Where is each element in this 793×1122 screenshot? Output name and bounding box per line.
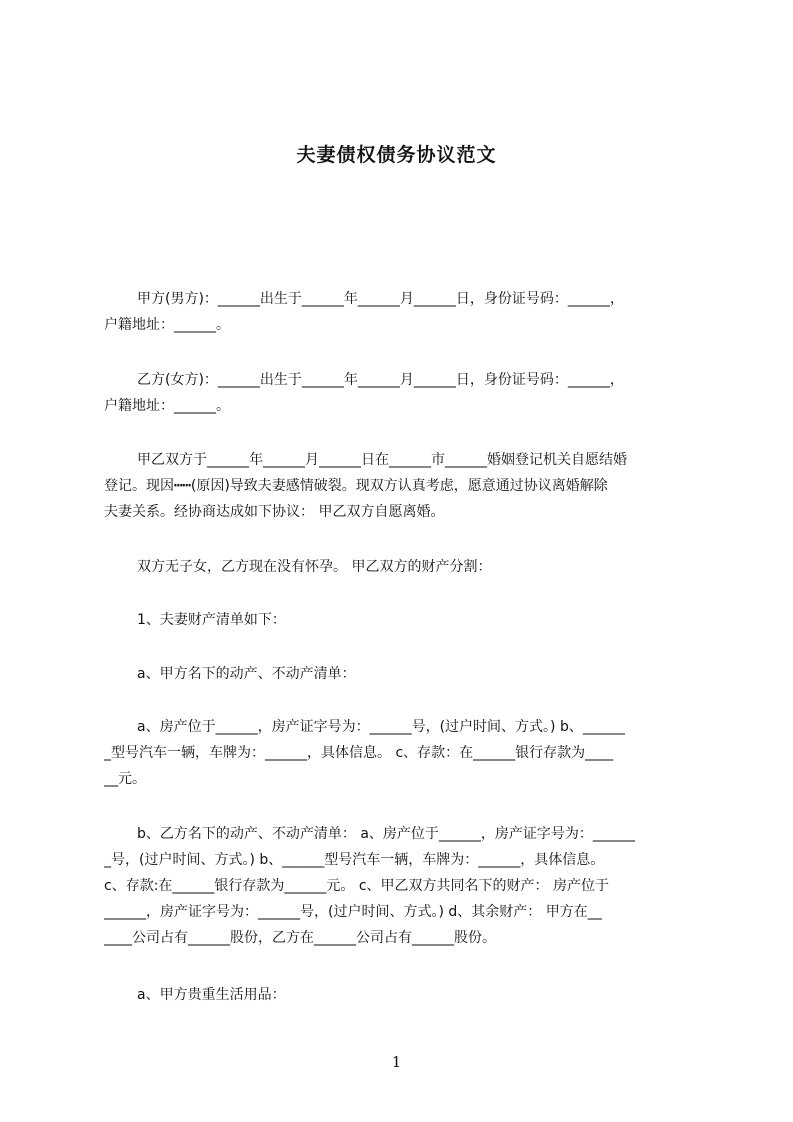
party-a-property-details	[104, 714, 698, 792]
party-b-property-details	[104, 821, 698, 951]
page-number: 1	[391, 1053, 402, 1071]
text-line: 户籍地址：______。	[104, 317, 230, 333]
text-line: ____公司占有______股份，乙方在______公司占有______股份。	[104, 930, 496, 946]
text-line: a、甲方贵重生活用品：	[137, 987, 286, 1003]
text-line: ______，房产证字号为：______号，(过户时间、方式。) d、其余财产： 甲方在__	[104, 904, 602, 920]
text-line: 1、夫妻财产清单如下：	[137, 612, 286, 628]
text-line: a、房产位于______，房产证字号为：______号，(过户时间、方式。) b、______	[137, 719, 625, 735]
text-line: 甲方(男方)：______出生于______年______月______日，身份证号码：______，	[137, 291, 624, 307]
text-line: 甲乙双方于______年______月______日在______市______婚姻登记机关自愿结婚	[137, 452, 627, 468]
party-a-valuables-heading	[104, 982, 698, 1008]
text-line: _号，(过户时间、方式。) b、______型号汽车一辆，车牌为：______，具体信息。	[104, 852, 605, 868]
text-line: 乙方(女方)：______出生于______年______月______日，身份证号码：______，	[137, 372, 624, 388]
text-line: 夫妻关系。经协商达成如下协议： 甲乙双方自愿离婚。	[104, 504, 445, 520]
text-line: c、存款:在______银行存款为______元。 c、甲乙双方共同名下的财产： 房产位于	[104, 878, 610, 894]
text-line: __元。	[104, 771, 146, 787]
text-line: a、甲方名下的动产、不动产清单：	[137, 666, 356, 682]
document-title: 夫妻债权债务协议范文	[296, 144, 497, 166]
children-paragraph	[104, 554, 698, 580]
text-line: 双方无子女，乙方现在没有怀孕。 甲乙双方的财产分割：	[137, 559, 492, 575]
text-line: _型号汽车一辆，车牌为：______，具体信息。 c、存款：在______银行存款为____	[104, 745, 614, 761]
party-b-paragraph	[104, 367, 698, 419]
party-a-paragraph	[104, 286, 698, 338]
text-line: 户籍地址：______。	[104, 398, 230, 414]
text-line: b、乙方名下的动产、不动产清单： a、房产位于______，房产证字号为：______	[137, 826, 635, 842]
party-a-property-heading	[104, 661, 698, 687]
marriage-paragraph	[104, 447, 698, 525]
property-list-heading	[104, 607, 698, 633]
text-line: 登记。现因┅┅(原因)导致夫妻感情破裂。现双方认真考虑，愿意通过协议离婚解除	[104, 478, 608, 494]
